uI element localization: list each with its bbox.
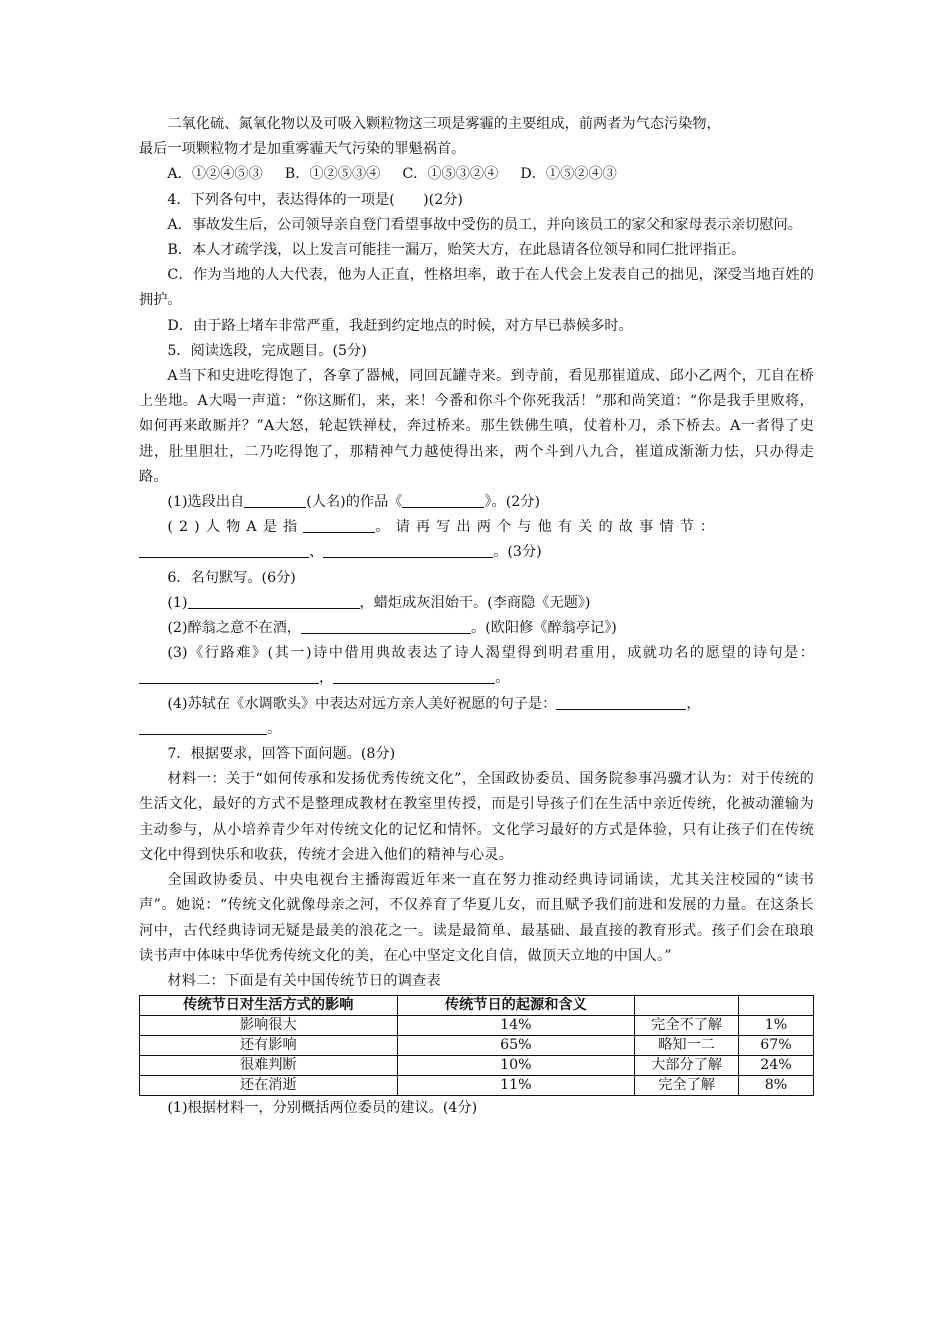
q5-sub2-a: (2)人物A是指	[167, 519, 304, 536]
table-row	[140, 1076, 814, 1096]
document-page	[139, 112, 814, 1121]
q7-material1-p1: 材料一：关于“如何传承和发扬优秀传统文化”，全国政协委员、国务院参事冯骥才认为：对于传统的生活文化，最好的方式不是整理成教材在教室里传授，而是引导孩子们在生活中亲近传统，化被动灌输为主动参与，从小培养青少年对传统文化的记忆和情怀。文化学习最好的方式是体验，只有让孩子们在传统文化中得到快乐和收获，传统才会进入他们的精神与心灵。	[139, 771, 814, 863]
q6-s3-a: (3)《行路难》(其一)诗中借用典故表达了诗人渴望得到明君重用，成就功名的愿望的诗句是：	[167, 645, 814, 662]
q7-material1-p2: 全国政协委员、中央电视台主播海霞近年来一直在努力推动经典诗词诵读，尤其关注校园的“读书声”。她说：“传统文化就像母亲之河，不仅养育了华夏儿女，而且赋予我们前进和发展的力量。在这条长河中，古代经典诗词无疑是最美的浪花之一。读是最简单、最基础、最直接的教育形式。孩子们会在琅琅读书声中体味中华优秀传统文化的美，在心中坚定文化自信，做顶天立地的中国人。”	[139, 872, 814, 964]
table-cell: 大部分了解	[635, 1056, 739, 1076]
q6-s2	[139, 616, 814, 641]
table-cell: 11%	[397, 1076, 635, 1096]
table-cell: 67%	[739, 1036, 814, 1056]
q6-s1	[139, 591, 814, 616]
q3-option-d: D．①⑤②④③	[520, 166, 617, 183]
q7-material2-title: 材料二：下面是有关中国传统节日的调查表	[167, 972, 441, 989]
q5-sub1-c: 》。(2分)	[484, 494, 541, 511]
table-cell: 完全不了解	[635, 1016, 739, 1036]
q5-passage: A当下和史进吃得饱了，各拿了器械，同回瓦罐寺来。到寺前，看见那崔道成、邱小乙两个，兀自在桥上坐地。A大喝一声道：“你这厮们，来，来！今番和你斗个你死我活！”那和尚笑道：“你是我手里败将，如何再来敢厮并？”A大怒，轮起铁禅杖，奔过桥来。那生铁佛生嗔，仗着朴刀，杀下桥去。A一者得了史进，肚里胆壮，二乃吃得饱了，那精神气力越使得出来，两个斗到八九合，崔道成渐渐力怯，只办得走路。	[139, 368, 814, 485]
table-cell: 1%	[739, 1016, 814, 1036]
q5-sub2-c: 、	[309, 544, 324, 561]
table-header-cell	[635, 996, 739, 1016]
table-cell: 14%	[397, 1016, 635, 1036]
table-header-cell: 传统节日对生活方式的影响	[140, 996, 398, 1016]
table-row	[140, 1036, 814, 1056]
table-cell: 10%	[397, 1056, 635, 1076]
q3-options	[139, 162, 814, 187]
q6-s3-b: ，	[319, 670, 334, 687]
q7-stem: 7．根据要求，回答下面问题。(8分)	[167, 746, 396, 763]
table-cell: 还在消逝	[140, 1076, 398, 1096]
table-row	[140, 1056, 814, 1076]
q5-book-blank[interactable]	[402, 492, 484, 508]
survey-table	[139, 995, 814, 1096]
table-cell: 还有影响	[140, 1036, 398, 1056]
q3-option-b: B．①②⑤③④	[284, 166, 381, 183]
q6-s4-a: (4)苏轼在《水调歌头》中表达对远方亲人美好祝愿的句子是：	[167, 695, 557, 712]
q5-plot2-blank[interactable]	[323, 542, 493, 558]
q6-s1-a: (1)	[167, 594, 188, 611]
q3-option-a: A．①②④⑤③	[167, 166, 263, 183]
intro-line-2: 最后一项颗粒物才是加重雾霾天气污染的罪魁祸首。	[139, 141, 466, 158]
q6-s4	[139, 692, 814, 717]
q4-stem: 4．下列各句中，表达得体的一项是( )(2分)	[167, 191, 463, 208]
q5-character-blank[interactable]	[303, 517, 375, 533]
q4-option-a: A．事故发生后，公司领导亲自登门看望事故中受伤的员工，并向该员工的家父和家母表示亲切慰问。	[167, 216, 802, 233]
table-header-row	[140, 996, 814, 1016]
q6-s4-b: ，	[686, 695, 701, 712]
q4-option-c: C．作为当地的人大代表，他为人正直，性格坦率，敢于在人代会上发表自己的拙见，深受当地百姓的拥护。	[139, 267, 814, 309]
q4-option-b: B．本人才疏学浅，以上发言可能挂一漏万，贻笑大方，在此恳请各位领导和同仁批评指正。	[167, 242, 746, 259]
q5-plot1-blank[interactable]	[139, 542, 309, 558]
q3-option-c: C．①⑤③②④	[402, 166, 499, 183]
q4-option-d: D．由于路上堵车非常严重，我赶到约定地点的时候，对方早已恭候多时。	[167, 317, 633, 334]
q6-s1-b: ，蜡炬成灰泪始干。(李商隐《无题》)	[359, 594, 591, 611]
q6-s3-c: 。	[495, 670, 510, 687]
table-row	[140, 1016, 814, 1036]
q6-s4-blank2[interactable]	[139, 719, 267, 735]
table-header-cell: 传统节日的起源和含义	[397, 996, 635, 1016]
q6-s4-line2	[139, 717, 814, 742]
q5-sub1-b: (人名)的作品《	[306, 494, 403, 511]
q5-sub2-d: 。(3分)	[493, 544, 542, 561]
q6-s2-a: (2)醉翁之意不在酒，	[167, 620, 301, 637]
q7-sub1: (1)根据材料一，分别概括两位委员的建议。(4分)	[167, 1100, 478, 1117]
q6-s3-blank2[interactable]	[333, 668, 495, 684]
table-cell: 影响很大	[140, 1016, 398, 1036]
q5-author-blank[interactable]	[244, 492, 306, 508]
table-cell: 略知一二	[635, 1036, 739, 1056]
q5-sub2	[139, 515, 814, 540]
table-cell: 24%	[739, 1056, 814, 1076]
q5-stem: 5．阅读选段，完成题目。(5分)	[167, 342, 367, 359]
q6-stem: 6．名句默写。(6分)	[167, 569, 296, 586]
intro-line-1: 二氧化硫、氮氧化物以及可吸入颗粒物这三项是雾霾的主要组成，前两者为气态污染物，	[167, 116, 721, 132]
q5-sub2-line2	[139, 540, 814, 565]
table-header-cell	[739, 996, 814, 1016]
q5-sub1	[139, 490, 814, 515]
table-cell: 8%	[739, 1076, 814, 1096]
table-cell: 完全了解	[635, 1076, 739, 1096]
q6-s4-blank1[interactable]	[556, 694, 686, 710]
q6-s2-b: 。(欧阳修《醉翁亭记》)	[471, 620, 617, 637]
table-cell: 65%	[397, 1036, 635, 1056]
q6-s2-blank[interactable]	[301, 618, 471, 634]
q5-sub2-b: 。请再写出两个与他有关的故事情节：	[375, 519, 721, 536]
q6-s4-c: 。	[267, 720, 282, 737]
q6-s3	[139, 641, 814, 691]
table-cell: 很难判断	[140, 1056, 398, 1076]
q5-sub1-a: (1)选段出自	[167, 494, 245, 511]
q6-s1-blank[interactable]	[188, 593, 360, 609]
q6-s3-blank1[interactable]	[139, 668, 319, 684]
